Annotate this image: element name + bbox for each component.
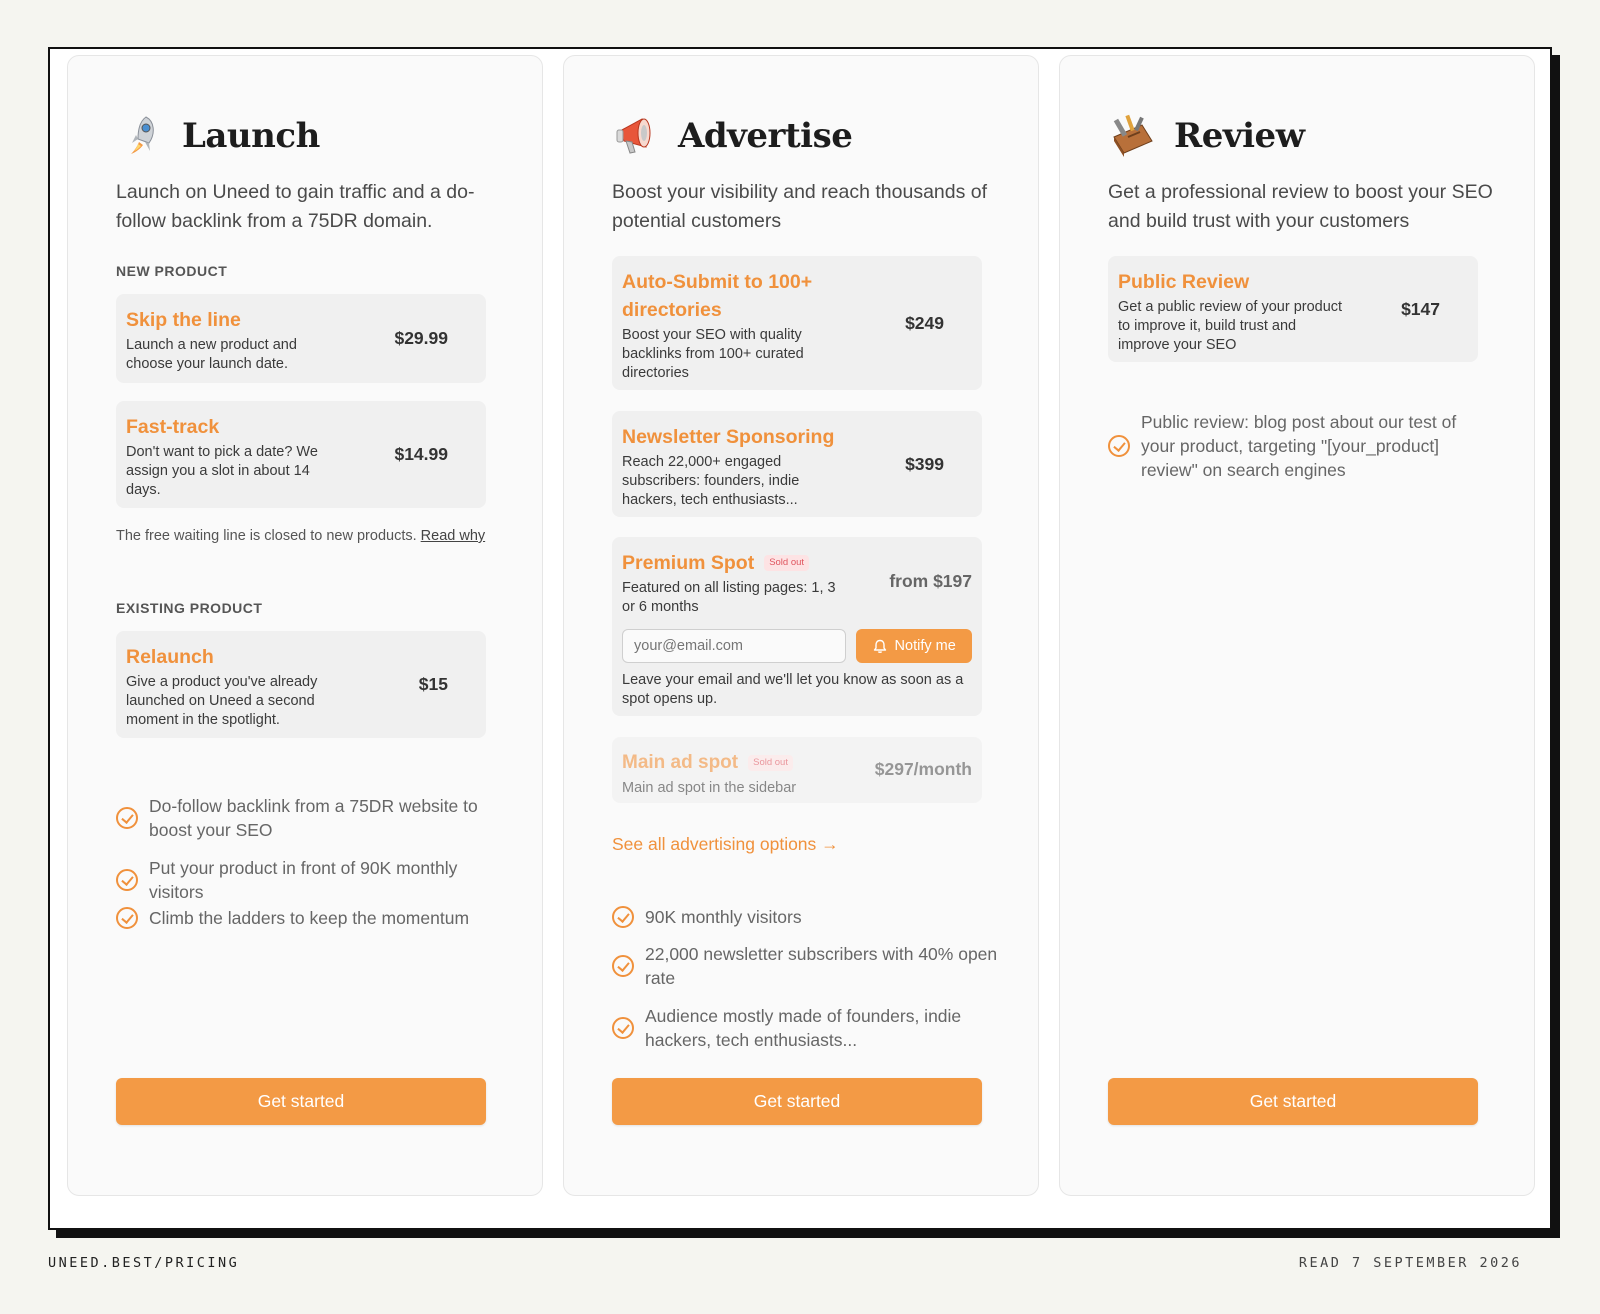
feature-text: Audience mostly made of founders, indie hackers, tech enthusiasts... bbox=[645, 1006, 962, 1050]
tier-name: Relaunch bbox=[126, 646, 214, 668]
tier-text: Boost your SEO with quality backlinks from 100+ curated directories bbox=[622, 327, 804, 381]
check-circle-icon bbox=[612, 906, 634, 928]
tier-price: $15 bbox=[418, 674, 448, 694]
notify-form bbox=[622, 629, 972, 663]
notify-me-button[interactable] bbox=[856, 629, 972, 663]
feature-text: 22,000 newsletter subscribers with 40% open rate bbox=[645, 944, 998, 988]
tier-skip-the-line[interactable] bbox=[116, 294, 486, 383]
read-why-link[interactable]: Read why bbox=[420, 528, 486, 544]
check-circle-icon bbox=[116, 807, 138, 829]
tier-newsletter-sponsoring[interactable] bbox=[612, 411, 982, 517]
review-get-started-button[interactable]: Get started bbox=[1108, 1078, 1478, 1125]
tier-name: Newsletter Sponsoring bbox=[622, 426, 835, 448]
tier-public-review[interactable] bbox=[1108, 256, 1478, 362]
tier-name: Skip the line bbox=[126, 309, 241, 331]
tier-price: $14.99 bbox=[394, 444, 448, 464]
tier-text: Get a public review of your product to improve it, build trust and improve your SEO bbox=[1118, 299, 1343, 353]
check-circle-icon bbox=[612, 955, 634, 977]
feature-item bbox=[116, 856, 502, 904]
feature-item bbox=[1108, 410, 1494, 482]
see-all-advertising-link[interactable]: See all advertising options → bbox=[612, 834, 839, 854]
tier-price: $399 bbox=[905, 454, 944, 474]
tier-relaunch[interactable] bbox=[116, 631, 486, 738]
tier-text: Featured on all listing pages: 1, 3 or 6 months bbox=[622, 580, 836, 615]
feature-text: Do-follow backlink from a 75DR website to boost your SEO bbox=[149, 796, 478, 840]
tier-premium-spot bbox=[612, 537, 982, 716]
check-circle-icon bbox=[1108, 435, 1130, 457]
megaphone-icon bbox=[612, 111, 662, 161]
feature-item bbox=[612, 1004, 998, 1052]
email-input[interactable] bbox=[622, 629, 846, 663]
tier-fast-track[interactable] bbox=[116, 401, 486, 508]
existing-product-label: EXISTING PRODUCT bbox=[116, 600, 263, 616]
advertise-get-started-button[interactable]: Get started bbox=[612, 1078, 982, 1125]
advertise-title: Advertise bbox=[678, 116, 853, 156]
feature-text: 90K monthly visitors bbox=[645, 907, 802, 927]
feature-text: Public review: blog post about our test of your product, targeting "[your_product] review" on search engines bbox=[1141, 412, 1457, 480]
launch-get-started-button[interactable]: Get started bbox=[116, 1078, 486, 1125]
tier-name: Fast-track bbox=[126, 416, 220, 438]
review-header bbox=[1108, 106, 1486, 166]
tier-text: Give a product you've already launched on Uneed a second moment in the spotlight. bbox=[126, 674, 318, 728]
advertise-card bbox=[563, 55, 1039, 1196]
tier-name: Public Review bbox=[1118, 271, 1250, 293]
review-card bbox=[1059, 55, 1535, 1196]
tier-text: Launch a new product and choose your launch date. bbox=[126, 337, 297, 372]
new-product-label: NEW PRODUCT bbox=[116, 263, 228, 279]
toolbox-icon bbox=[1108, 111, 1158, 161]
waiting-line-note bbox=[116, 527, 486, 546]
advertise-header bbox=[612, 106, 990, 166]
launch-description: Launch on Uneed to gain traffic and a do-follow backlink from a 75DR domain. bbox=[116, 181, 475, 232]
tier-text: Main ad spot in the sidebar bbox=[622, 780, 797, 796]
bell-icon bbox=[873, 639, 887, 654]
check-circle-icon bbox=[116, 907, 138, 929]
tier-price: $297/month bbox=[874, 759, 972, 779]
tier-name: Auto-Submit to 100+ directories bbox=[622, 271, 813, 321]
tier-price: $249 bbox=[905, 313, 944, 333]
tier-auto-submit[interactable] bbox=[612, 256, 982, 390]
review-title: Review bbox=[1174, 116, 1305, 156]
tier-price: from $197 bbox=[889, 571, 972, 591]
launch-title: Launch bbox=[182, 116, 320, 156]
footer-url: UNEED.BEST/PRICING bbox=[48, 1255, 240, 1271]
feature-item bbox=[612, 905, 998, 929]
feature-item bbox=[116, 794, 502, 842]
notify-helper-text: Leave your email and we'll let you know as soon as a spot opens up. bbox=[622, 672, 964, 707]
feature-item bbox=[116, 906, 502, 930]
advertise-description: Boost your visibility and reach thousands of potential customers bbox=[612, 181, 988, 232]
notify-label: Notify me bbox=[894, 638, 956, 654]
tier-name-text: Main ad spot bbox=[622, 752, 739, 773]
tier-price: $147 bbox=[1401, 299, 1440, 319]
tier-text: Reach 22,000+ engaged subscribers: founders, indie hackers, tech enthusiasts... bbox=[622, 454, 800, 508]
feature-text: Put your product in front of 90K monthly visitors bbox=[149, 858, 458, 902]
pricing-frame bbox=[48, 47, 1552, 1230]
footer-read-date: READ 7 SEPTEMBER 2026 bbox=[1298, 1255, 1522, 1271]
check-circle-icon bbox=[612, 1017, 634, 1039]
launch-card bbox=[67, 55, 543, 1196]
note-text: The free waiting line is closed to new products. bbox=[116, 528, 421, 544]
sold-out-badge: Sold out bbox=[764, 555, 809, 571]
rocket-icon bbox=[116, 111, 166, 161]
review-description: Get a professional review to boost your SEO and build trust with your customers bbox=[1108, 181, 1493, 232]
tier-text: Don't want to pick a date? We assign you a slot in about 14 days. bbox=[126, 444, 318, 498]
check-circle-icon bbox=[116, 869, 138, 891]
launch-header bbox=[116, 106, 494, 166]
tier-price: $29.99 bbox=[394, 328, 448, 348]
feature-item bbox=[612, 942, 998, 990]
feature-text: Climb the ladders to keep the momentum bbox=[149, 908, 470, 928]
tier-name-text: Premium Spot bbox=[622, 552, 755, 574]
sold-out-badge: Sold out bbox=[748, 755, 793, 771]
tier-main-ad-spot bbox=[612, 737, 982, 803]
